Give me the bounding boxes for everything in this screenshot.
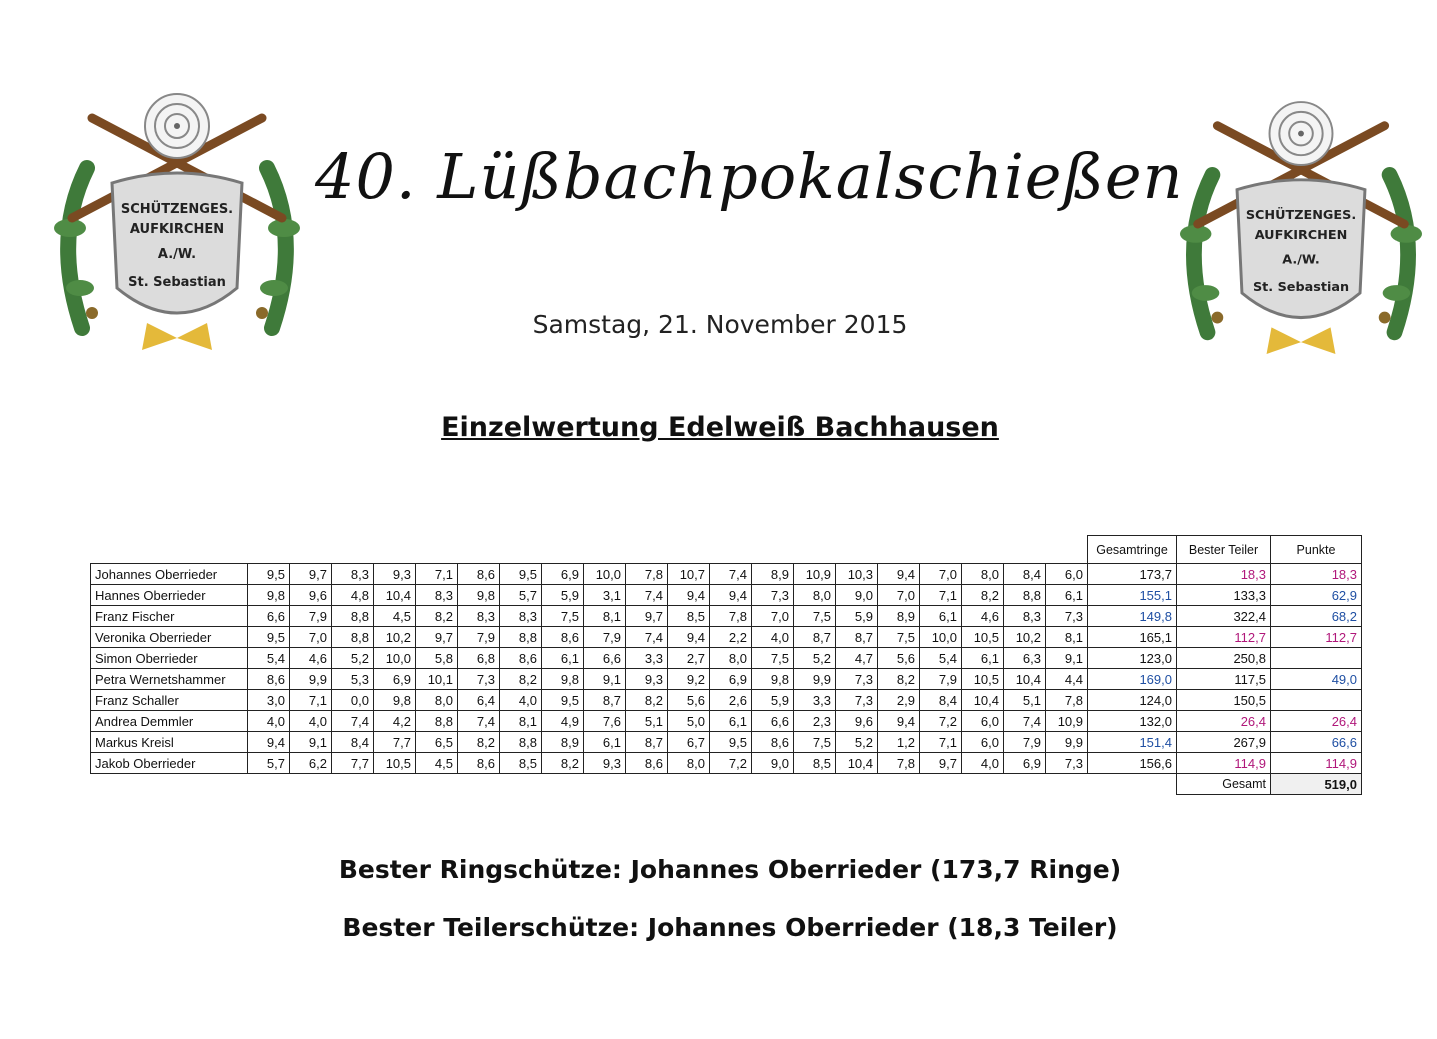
total-rings: 123,0	[1088, 648, 1177, 669]
shot-value: 8,8	[500, 627, 542, 648]
target-icon	[1270, 102, 1333, 165]
emblem-line-1: SCHÜTZENGES.	[120, 202, 234, 217]
shot-value: 10,7	[668, 564, 710, 585]
total-rings: 132,0	[1088, 711, 1177, 732]
total-rings: 151,4	[1088, 732, 1177, 753]
shot-value: 6,1	[1046, 585, 1088, 606]
shot-value: 8,2	[542, 753, 584, 774]
table-row	[91, 690, 1362, 711]
shot-value: 10,5	[962, 669, 1004, 690]
shooter-name: Jakob Oberrieder	[91, 753, 248, 774]
emblem-line-2: AUFKIRCHEN	[1254, 227, 1348, 243]
shot-value: 5,4	[248, 648, 290, 669]
shot-value: 4,4	[1046, 669, 1088, 690]
shot-value: 8,6	[542, 627, 584, 648]
shot-value: 7,4	[332, 711, 374, 732]
shot-value: 7,0	[878, 585, 920, 606]
shot-value: 8,2	[626, 690, 668, 711]
shot-value: 8,0	[794, 585, 836, 606]
shot-value: 7,9	[1004, 732, 1046, 753]
shot-value: 6,9	[542, 564, 584, 585]
shot-value: 6,9	[1004, 753, 1046, 774]
shot-value: 10,2	[374, 627, 416, 648]
shot-value: 8,7	[584, 690, 626, 711]
shooter-name: Johannes Oberrieder	[91, 564, 248, 585]
shot-value: 7,2	[920, 711, 962, 732]
shot-value: 6,9	[374, 669, 416, 690]
shot-value: 8,2	[962, 585, 1004, 606]
table-header-row	[91, 536, 1362, 564]
shot-value: 9,5	[710, 732, 752, 753]
ribbon-icon	[1267, 327, 1336, 354]
table-footer-row	[91, 774, 1362, 795]
shot-value: 9,7	[416, 627, 458, 648]
shot-value: 7,9	[290, 606, 332, 627]
section-heading: Einzelwertung Edelweiß Bachhausen	[441, 412, 999, 443]
shot-value: 8,4	[920, 690, 962, 711]
table-row	[91, 669, 1362, 690]
shot-value: 8,6	[458, 753, 500, 774]
shot-value: 8,4	[1004, 564, 1046, 585]
shot-value: 8,9	[878, 606, 920, 627]
shot-value: 3,3	[794, 690, 836, 711]
emblem-line-3: A./W.	[1282, 252, 1320, 268]
shot-value: 8,4	[332, 732, 374, 753]
shot-value: 7,1	[416, 564, 458, 585]
shot-value: 6,0	[1046, 564, 1088, 585]
shot-value: 7,3	[1046, 606, 1088, 627]
shot-value: 4,0	[752, 627, 794, 648]
shot-value: 9,1	[584, 669, 626, 690]
table-row	[91, 627, 1362, 648]
shot-value: 7,3	[752, 585, 794, 606]
shot-value: 4,6	[290, 648, 332, 669]
shot-value: 8,3	[416, 585, 458, 606]
shot-value: 8,6	[248, 669, 290, 690]
points: 68,2	[1271, 606, 1362, 627]
table-row	[91, 753, 1362, 774]
table-row	[91, 585, 1362, 606]
shot-value: 5,6	[878, 648, 920, 669]
shot-value: 7,8	[626, 564, 668, 585]
shot-value: 5,2	[794, 648, 836, 669]
total-rings: 124,0	[1088, 690, 1177, 711]
total-rings: 169,0	[1088, 669, 1177, 690]
shot-value: 10,0	[374, 648, 416, 669]
shot-value: 7,8	[878, 753, 920, 774]
shot-value: 9,1	[290, 732, 332, 753]
shot-value: 4,0	[290, 711, 332, 732]
shot-value: 8,2	[458, 732, 500, 753]
shot-value: 7,8	[710, 606, 752, 627]
target-icon	[145, 94, 209, 158]
shot-value: 7,5	[752, 648, 794, 669]
shooter-name: Franz Fischer	[91, 606, 248, 627]
shot-value: 10,5	[374, 753, 416, 774]
table-row	[91, 564, 1362, 585]
shot-value: 8,2	[878, 669, 920, 690]
shot-value: 2,3	[794, 711, 836, 732]
shot-value: 6,1	[710, 711, 752, 732]
shooter-name: Markus Kreisl	[91, 732, 248, 753]
shot-value: 6,1	[920, 606, 962, 627]
points: 114,9	[1271, 753, 1362, 774]
shot-value: 9,4	[878, 564, 920, 585]
shot-value: 9,9	[1046, 732, 1088, 753]
results-body	[91, 564, 1362, 774]
shot-value: 7,4	[626, 627, 668, 648]
shot-value: 4,0	[500, 690, 542, 711]
best-teiler: 133,3	[1177, 585, 1271, 606]
shot-value: 9,0	[836, 585, 878, 606]
shot-value: 8,1	[500, 711, 542, 732]
shot-value: 6,1	[584, 732, 626, 753]
shot-value: 7,5	[878, 627, 920, 648]
best-teiler: 26,4	[1177, 711, 1271, 732]
points: 26,4	[1271, 711, 1362, 732]
best-teiler: 267,9	[1177, 732, 1271, 753]
shot-value: 8,0	[710, 648, 752, 669]
shot-value: 8,8	[332, 606, 374, 627]
shot-value: 8,9	[752, 564, 794, 585]
shot-value: 7,3	[836, 669, 878, 690]
header-best: Bester Teiler	[1177, 536, 1271, 564]
total-rings: 149,8	[1088, 606, 1177, 627]
shot-value: 6,6	[752, 711, 794, 732]
shot-value: 8,1	[584, 606, 626, 627]
shot-value: 9,3	[626, 669, 668, 690]
shot-value: 9,5	[500, 564, 542, 585]
shot-value: 5,8	[416, 648, 458, 669]
table-row	[91, 732, 1362, 753]
shot-value: 9,4	[668, 627, 710, 648]
shot-value: 5,9	[752, 690, 794, 711]
best-teiler: 18,3	[1177, 564, 1271, 585]
shot-value: 9,8	[374, 690, 416, 711]
shot-value: 5,9	[542, 585, 584, 606]
shooter-name: Hannes Oberrieder	[91, 585, 248, 606]
emblem-line-4: St. Sebastian	[1252, 279, 1350, 295]
shot-value: 7,7	[374, 732, 416, 753]
shot-value: 9,4	[878, 711, 920, 732]
shot-value: 8,5	[500, 753, 542, 774]
shot-value: 8,6	[500, 648, 542, 669]
shot-value: 7,4	[710, 564, 752, 585]
shot-value: 8,8	[1004, 585, 1046, 606]
shot-value: 6,6	[584, 648, 626, 669]
shot-value: 9,8	[248, 585, 290, 606]
shot-value: 10,1	[416, 669, 458, 690]
shot-value: 4,5	[416, 753, 458, 774]
shot-value: 4,5	[374, 606, 416, 627]
shot-value: 8,3	[500, 606, 542, 627]
shot-value: 3,0	[248, 690, 290, 711]
shot-value: 6,1	[542, 648, 584, 669]
shot-value: 6,4	[458, 690, 500, 711]
shot-value: 9,5	[248, 564, 290, 585]
shot-value: 9,6	[836, 711, 878, 732]
shot-value: 4,2	[374, 711, 416, 732]
shot-value: 5,6	[668, 690, 710, 711]
club-emblem-left	[52, 88, 302, 358]
gesamt-label: Gesamt	[1177, 774, 1271, 795]
shot-value: 7,7	[332, 753, 374, 774]
shot-value: 5,4	[920, 648, 962, 669]
total-rings: 165,1	[1088, 627, 1177, 648]
shot-value: 8,8	[332, 627, 374, 648]
shot-value: 8,6	[458, 564, 500, 585]
shot-value: 7,1	[920, 585, 962, 606]
shot-value: 6,8	[458, 648, 500, 669]
shooter-name: Franz Schaller	[91, 690, 248, 711]
shot-value: 5,7	[248, 753, 290, 774]
shot-value: 10,9	[794, 564, 836, 585]
best-teiler-shooter: Bester Teilerschütze: Johannes Oberrieder (18,3 Teiler)	[342, 913, 1118, 942]
table-row	[91, 711, 1362, 732]
shooter-name: Veronika Oberrieder	[91, 627, 248, 648]
shot-value: 8,8	[416, 711, 458, 732]
shot-value: 9,3	[374, 564, 416, 585]
shot-value: 1,2	[878, 732, 920, 753]
shot-value: 8,0	[668, 753, 710, 774]
shot-value: 4,0	[962, 753, 1004, 774]
shot-value: 10,3	[836, 564, 878, 585]
event-date: Samstag, 21. November 2015	[532, 310, 908, 339]
shot-value: 8,5	[668, 606, 710, 627]
shot-value: 6,9	[710, 669, 752, 690]
table-row	[91, 606, 1362, 627]
points: 66,6	[1271, 732, 1362, 753]
points	[1271, 648, 1362, 669]
points: 112,7	[1271, 627, 1362, 648]
shot-value: 7,5	[794, 606, 836, 627]
shot-value: 10,5	[962, 627, 1004, 648]
results-table	[90, 535, 1362, 795]
shot-value: 9,3	[584, 753, 626, 774]
shot-value: 6,2	[290, 753, 332, 774]
shot-value: 7,5	[794, 732, 836, 753]
shot-value: 7,8	[1046, 690, 1088, 711]
shot-value: 8,3	[458, 606, 500, 627]
shot-value: 10,4	[374, 585, 416, 606]
shot-value: 3,1	[584, 585, 626, 606]
shot-value: 6,5	[416, 732, 458, 753]
shot-value: 9,4	[248, 732, 290, 753]
points: 18,3	[1271, 564, 1362, 585]
shot-value: 9,4	[710, 585, 752, 606]
shot-value: 9,8	[752, 669, 794, 690]
shot-value: 9,8	[542, 669, 584, 690]
shot-value: 6,0	[962, 732, 1004, 753]
shot-value: 9,7	[290, 564, 332, 585]
shot-value: 8,1	[1046, 627, 1088, 648]
shot-value: 5,3	[332, 669, 374, 690]
shot-value: 10,0	[920, 627, 962, 648]
shot-value: 8,5	[794, 753, 836, 774]
shot-value: 7,0	[290, 627, 332, 648]
shot-value: 6,7	[668, 732, 710, 753]
shot-value: 10,4	[1004, 669, 1046, 690]
points: 62,9	[1271, 585, 1362, 606]
shot-value: 9,5	[248, 627, 290, 648]
shot-value: 8,3	[332, 564, 374, 585]
shot-value: 5,9	[836, 606, 878, 627]
shot-value: 7,6	[584, 711, 626, 732]
shot-value: 7,0	[920, 564, 962, 585]
shot-value: 9,4	[668, 585, 710, 606]
shot-value: 5,2	[836, 732, 878, 753]
points	[1271, 690, 1362, 711]
page-title: 40. Lüßbachpokalschießen	[315, 140, 1184, 213]
shot-value: 10,0	[584, 564, 626, 585]
shot-value: 5,7	[500, 585, 542, 606]
gesamt-value: 519,0	[1271, 774, 1362, 795]
club-emblem-right	[1178, 95, 1424, 363]
best-teiler: 322,4	[1177, 606, 1271, 627]
shot-value: 10,4	[836, 753, 878, 774]
emblem-line-2: AUFKIRCHEN	[129, 222, 225, 237]
shot-value: 4,0	[248, 711, 290, 732]
shot-value: 8,9	[542, 732, 584, 753]
shot-value: 5,0	[668, 711, 710, 732]
shot-value: 8,7	[626, 732, 668, 753]
shot-value: 8,6	[752, 732, 794, 753]
shot-value: 6,1	[962, 648, 1004, 669]
shot-value: 7,1	[290, 690, 332, 711]
shot-value: 9,7	[920, 753, 962, 774]
shield-icon	[1237, 180, 1365, 318]
shot-value: 9,9	[794, 669, 836, 690]
shot-value: 7,4	[458, 711, 500, 732]
shot-value: 0,0	[332, 690, 374, 711]
emblem-line-4: St. Sebastian	[128, 275, 226, 290]
shot-value: 6,3	[1004, 648, 1046, 669]
shot-value: 9,8	[458, 585, 500, 606]
shot-value: 7,9	[920, 669, 962, 690]
shot-value: 4,8	[332, 585, 374, 606]
shot-value: 9,5	[542, 690, 584, 711]
shot-value: 5,1	[626, 711, 668, 732]
shooter-name: Andrea Demmler	[91, 711, 248, 732]
shot-value: 10,4	[962, 690, 1004, 711]
shot-value: 5,2	[332, 648, 374, 669]
shot-value: 9,7	[626, 606, 668, 627]
shot-value: 8,3	[1004, 606, 1046, 627]
shot-value: 4,7	[836, 648, 878, 669]
shield-icon	[112, 173, 242, 313]
shooter-name: Simon Oberrieder	[91, 648, 248, 669]
shot-value: 7,3	[458, 669, 500, 690]
shot-value: 9,6	[290, 585, 332, 606]
shot-value: 4,9	[542, 711, 584, 732]
shot-value: 5,1	[1004, 690, 1046, 711]
points: 49,0	[1271, 669, 1362, 690]
shot-value: 9,0	[752, 753, 794, 774]
shot-value: 7,0	[752, 606, 794, 627]
shot-value: 2,7	[668, 648, 710, 669]
shot-value: 7,4	[626, 585, 668, 606]
shot-value: 7,9	[458, 627, 500, 648]
best-teiler: 117,5	[1177, 669, 1271, 690]
emblem-line-3: A./W.	[157, 247, 197, 262]
best-teiler: 250,8	[1177, 648, 1271, 669]
shot-value: 7,1	[920, 732, 962, 753]
shot-value: 2,2	[710, 627, 752, 648]
shot-value: 8,2	[500, 669, 542, 690]
emblem-line-1: SCHÜTZENGES.	[1245, 208, 1357, 224]
shot-value: 7,3	[1046, 753, 1088, 774]
shot-value: 8,7	[836, 627, 878, 648]
shot-value: 6,0	[962, 711, 1004, 732]
best-ring-shooter: Bester Ringschütze: Johannes Oberrieder (173,7 Ringe)	[338, 855, 1122, 884]
shot-value: 7,2	[710, 753, 752, 774]
shot-value: 7,9	[584, 627, 626, 648]
header-total: Gesamtringe	[1088, 536, 1177, 564]
shot-value: 10,9	[1046, 711, 1088, 732]
shot-value: 6,6	[248, 606, 290, 627]
shot-value: 7,4	[1004, 711, 1046, 732]
shot-value: 8,0	[962, 564, 1004, 585]
shooter-name: Petra Wernetshammer	[91, 669, 248, 690]
shot-value: 9,9	[290, 669, 332, 690]
total-rings: 155,1	[1088, 585, 1177, 606]
total-rings: 173,7	[1088, 564, 1177, 585]
shot-value: 8,6	[626, 753, 668, 774]
best-teiler: 114,9	[1177, 753, 1271, 774]
ribbon-icon	[142, 323, 212, 350]
shot-value: 7,5	[542, 606, 584, 627]
table-row	[91, 648, 1362, 669]
shot-value: 2,6	[710, 690, 752, 711]
shot-value: 4,6	[962, 606, 1004, 627]
header-points: Punkte	[1271, 536, 1362, 564]
shot-value: 10,2	[1004, 627, 1046, 648]
shot-value: 3,3	[626, 648, 668, 669]
shot-value: 7,3	[836, 690, 878, 711]
total-rings: 156,6	[1088, 753, 1177, 774]
shot-value: 9,2	[668, 669, 710, 690]
shot-value: 8,8	[500, 732, 542, 753]
best-teiler: 150,5	[1177, 690, 1271, 711]
best-teiler: 112,7	[1177, 627, 1271, 648]
shot-value: 8,2	[416, 606, 458, 627]
shot-value: 9,1	[1046, 648, 1088, 669]
shot-value: 2,9	[878, 690, 920, 711]
shot-value: 8,7	[794, 627, 836, 648]
shot-value: 8,0	[416, 690, 458, 711]
